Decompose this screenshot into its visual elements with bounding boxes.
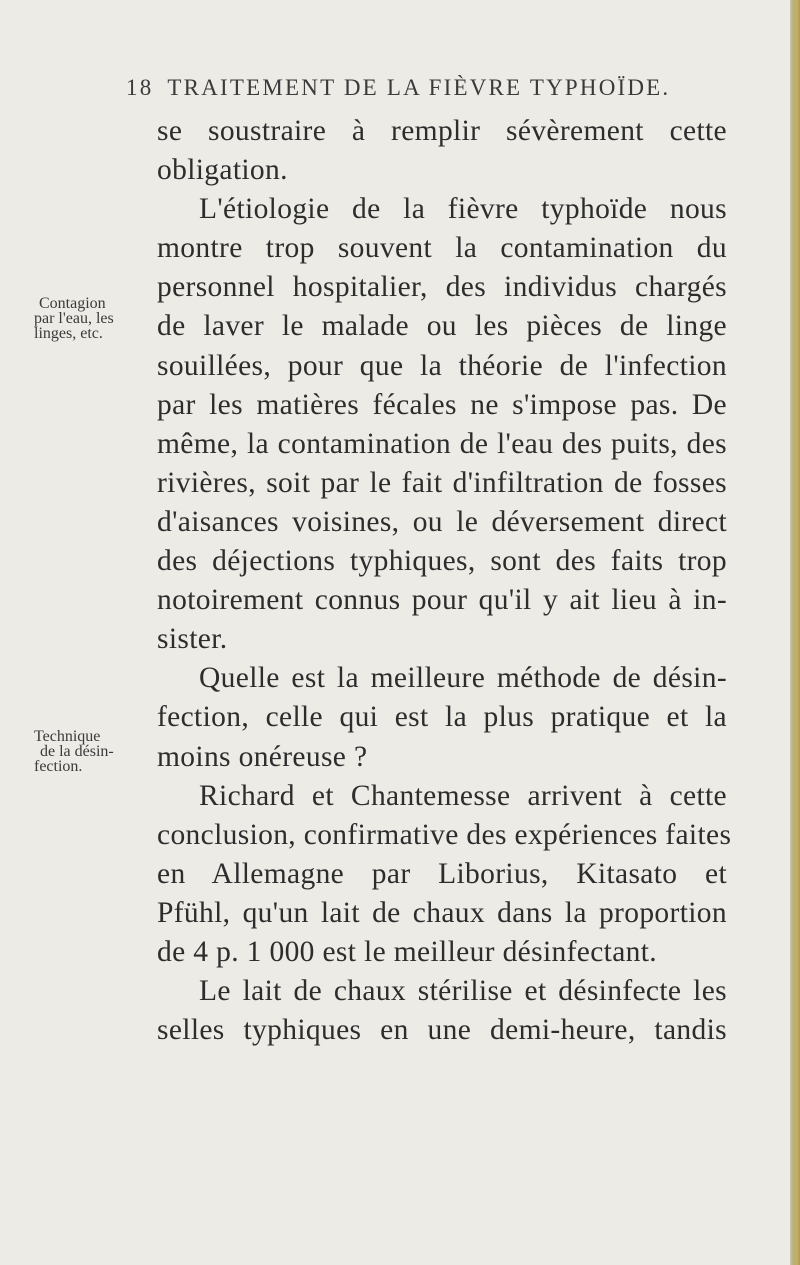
text-line: personnel hospitalier, des individus chargés — [157, 271, 727, 304]
page-number: 18 — [126, 75, 154, 100]
text-line: souillées, pour que la théorie de l'infection — [157, 349, 727, 382]
text-line: moins onéreuse ? — [157, 740, 368, 773]
text-line: sister. — [157, 623, 228, 656]
running-head-title: TRAITEMENT DE LA FIÈVRE TYPHOÏDE. — [167, 75, 671, 100]
text-line: rivières, soit par le fait d'infiltration de fosses — [157, 466, 727, 499]
margin-note-line: de la désin- — [40, 743, 114, 760]
text-line: se soustraire à remplir sévèrement cette — [157, 115, 727, 147]
margin-note-line: fection. — [34, 758, 83, 775]
text-line: fection, celle qui est la plus pratique et la — [157, 701, 727, 734]
text-line: de 4 p. 1 000 est le meilleur désinfectant. — [157, 935, 658, 968]
text-line: obligation. — [157, 154, 288, 187]
text-line: selles typhiques en une demi-heure, tandis — [157, 1014, 727, 1047]
text-line: même, la contamination de l'eau des puits, des — [157, 427, 727, 460]
paragraph-start-line: L'étiologie de la fièvre typhoïde nous — [199, 193, 727, 226]
margin-note-technique — [34, 729, 114, 774]
running-head — [126, 75, 670, 101]
margin-note-line: par l'eau, les — [34, 310, 114, 327]
paragraph-start-line: Quelle est la meilleure méthode de désin- — [199, 662, 727, 695]
margin-note-line: Contagion — [39, 295, 106, 312]
margin-note-line: linges, etc. — [34, 325, 103, 342]
text-line: Pfühl, qu'un lait de chaux dans la proportion — [157, 896, 727, 929]
margin-note-line: Technique — [34, 728, 101, 745]
text-line: de laver le malade ou les pièces de linge — [157, 310, 727, 343]
margin-note-contagion — [34, 296, 114, 341]
page-edge — [790, 0, 800, 1265]
text-line: des déjections typhiques, sont des faits trop — [157, 545, 727, 578]
text-line: d'aisances voisines, ou le déversement direct — [157, 505, 727, 538]
text-line: conclusion, confirmative des expériences faites — [157, 818, 732, 851]
text-line: par les matières fécales ne s'impose pas. De — [157, 388, 727, 421]
text-line: en Allemagne par Liborius, Kitasato et — [157, 857, 727, 890]
text-line: notoirement connus pour qu'il y ait lieu à in- — [157, 584, 727, 617]
paragraph-start-line: Le lait de chaux stérilise et désinfecte les — [199, 975, 727, 1008]
paragraph-start-line: Richard et Chantemesse arrivent à cette — [199, 779, 727, 812]
text-line: montre trop souvent la contamination du — [157, 232, 727, 265]
body-text — [157, 112, 732, 1050]
